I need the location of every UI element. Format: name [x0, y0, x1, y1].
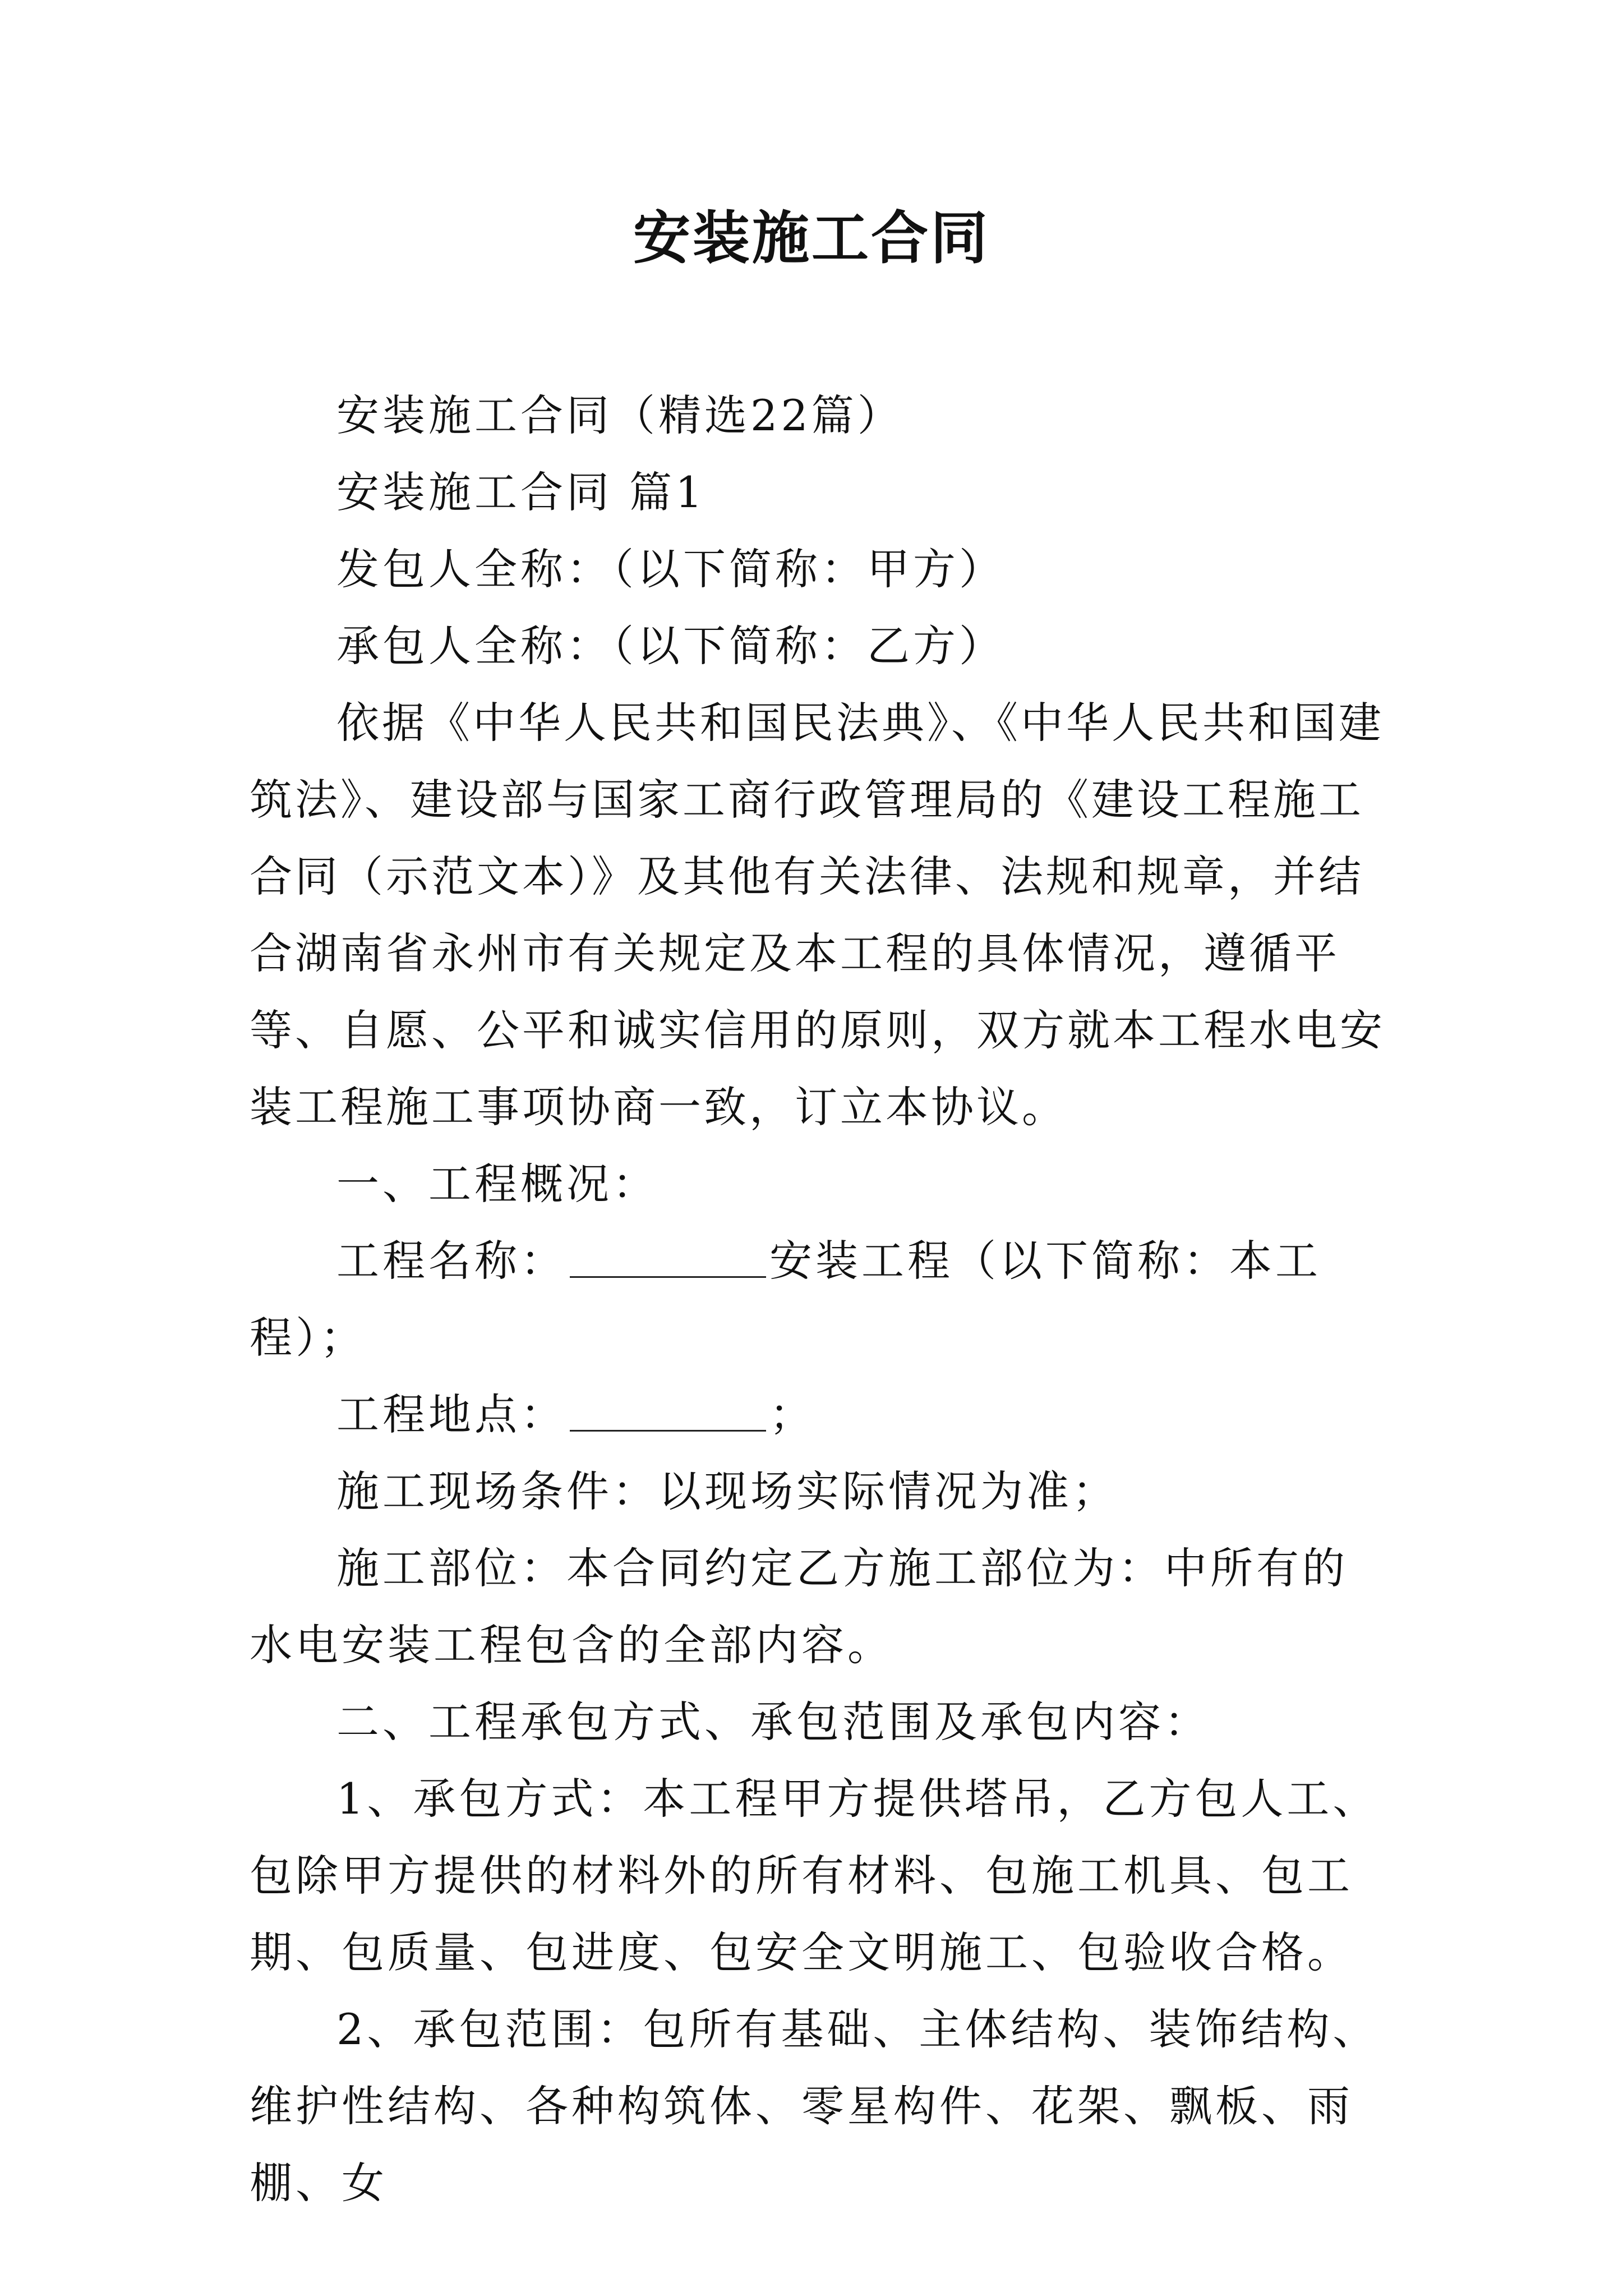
paragraph-contract-method: 1、承包方式：本工程甲方提供塔吊，乙方包人工、包除甲方提供的材料外的所有材料、包施工机具、包工期、包质量、包进度、包安全文明施工、包验收合格。 — [250, 1774, 1379, 1977]
document-title: 安装施工合同 — [633, 205, 990, 272]
project-name-label: 工程名称： — [336, 1236, 566, 1286]
paragraph-section-heading: 安装施工合同 篇1 — [336, 467, 706, 517]
paragraph-contract-range: 2、承包范围：包所有基础、主体结构、装饰结构、维护性结构、各种构筑体、零星构件、花架、飘板、雨棚、女 — [250, 2004, 1379, 2208]
project-name-rest: 安装工程（以下简称：本工程）； — [250, 1236, 1321, 1363]
paragraph-project-name — [250, 1222, 1388, 1376]
paragraph-party-a: 发包人全称：（以下简称：甲方） — [336, 544, 1005, 594]
paragraph-contract-method-heading: 二、工程承包方式、承包范围及承包内容： — [336, 1697, 1210, 1747]
paragraph-site-conditions: 施工现场条件：以现场实际情况为准； — [336, 1466, 1118, 1516]
project-name-blank — [570, 1276, 766, 1278]
paragraph-project-overview-heading: 一、工程概况： — [336, 1159, 658, 1209]
project-location-label: 工程地点： — [336, 1389, 566, 1439]
document-body — [250, 377, 1388, 2221]
project-location-blank — [570, 1429, 766, 1432]
paragraph-legal-basis: 依据《中华人民共和国民法典》、《中华人民共和国建筑法》、建设部与国家工商行政管理局的《建设工程施工合同（示范文本）》及其他有关法律、法规和规章，并结合湖南省永州市有关规定及本工程的具体情况，遵循平等、自愿、公平和诚实信用的原则，双方就本工程水电安装工程施工事项协商一致，订立本协议。 — [250, 698, 1385, 1132]
paragraph-subtitle: 安装施工合同（精选22篇） — [336, 390, 903, 440]
paragraph-project-location — [250, 1376, 1388, 1453]
paragraph-party-b: 承包人全称：（以下简称：乙方） — [336, 621, 1005, 671]
paragraph-construction-scope: 施工部位：本合同约定乙方施工部位为：中所有的水电安装工程包含的全部内容。 — [250, 1543, 1348, 1670]
project-location-rest: ； — [769, 1389, 815, 1439]
